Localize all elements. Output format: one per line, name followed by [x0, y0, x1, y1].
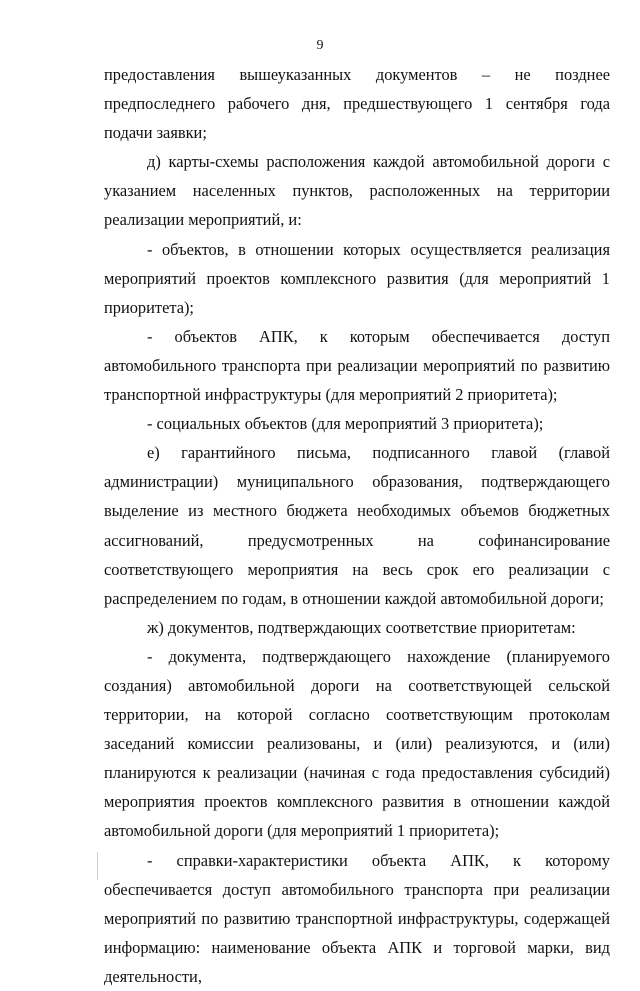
paragraph-priority-1-objects: - объектов, в отношении которых осуществляется реализация мероприятий проектов комплексного развития (для мероприятий 1 приоритета); [104, 239, 610, 317]
body-text [104, 60, 610, 991]
paragraph-priority-3-objects: - социальных объектов (для мероприятий 3 приоритета); [147, 414, 544, 434]
paragraph-item-d: д) карты-схемы расположения каждой автомобильной дороги с указанием населенных пунктов, расположенных на территории реализации мероприятий, и: [104, 152, 610, 230]
paragraph-item-zh: ж) документов, подтверждающих соответствие приоритетам: [147, 617, 576, 637]
page-number: 9 [316, 38, 324, 53]
paragraph-continued: предоставления вышеуказанных документов – не позднее предпоследнего рабочего дня, предшествующего 1 сентября года подачи заявки; [104, 65, 610, 143]
paragraph-priority-2-objects: - объектов АПК, к которым обеспечивается доступ автомобильного транспорта при реализации мероприятий по развитию транспортной инфраструктуры (для мероприятий 2 приоритета); [104, 326, 610, 405]
paragraph-apk-reference: - справки-характеристики объекта АПК, к которому обеспечивается доступ автомобильного транспорта при реализации мероприятий по развитию транспортной инфраструктуры, содержащей информацию: наименование объекта АПК и торговой марки, вид деятельности, [104, 850, 610, 986]
paragraph-item-e: е) гарантийного письма, подписанного главой (главой администрации) муниципального образования, подтверждающего выделение из местного бюджета необходимых объемов бюджетных ассигнований, предусмотренных на софинансирование соответствующего мероприятия на весь срок его реализации с распределением по годам, в отношении каждой автомобильной дороги; [104, 443, 610, 608]
paragraph-priority-1-document: - документа, подтверждающего нахождение (планируемого создания) автомобильной дороги на соответствующей сельской территории, на которой согласно соответствующим протоколам заседаний комиссии реализованы, и (или) реализуются, и (или) планируются к реализации (начиная с года предоставления субсидий) мероприятия проектов комплексного развития в отношении каждой автомобильной дороги (для мероприятий 1 приоритета); [104, 646, 610, 841]
scan-margin-line [97, 852, 98, 880]
